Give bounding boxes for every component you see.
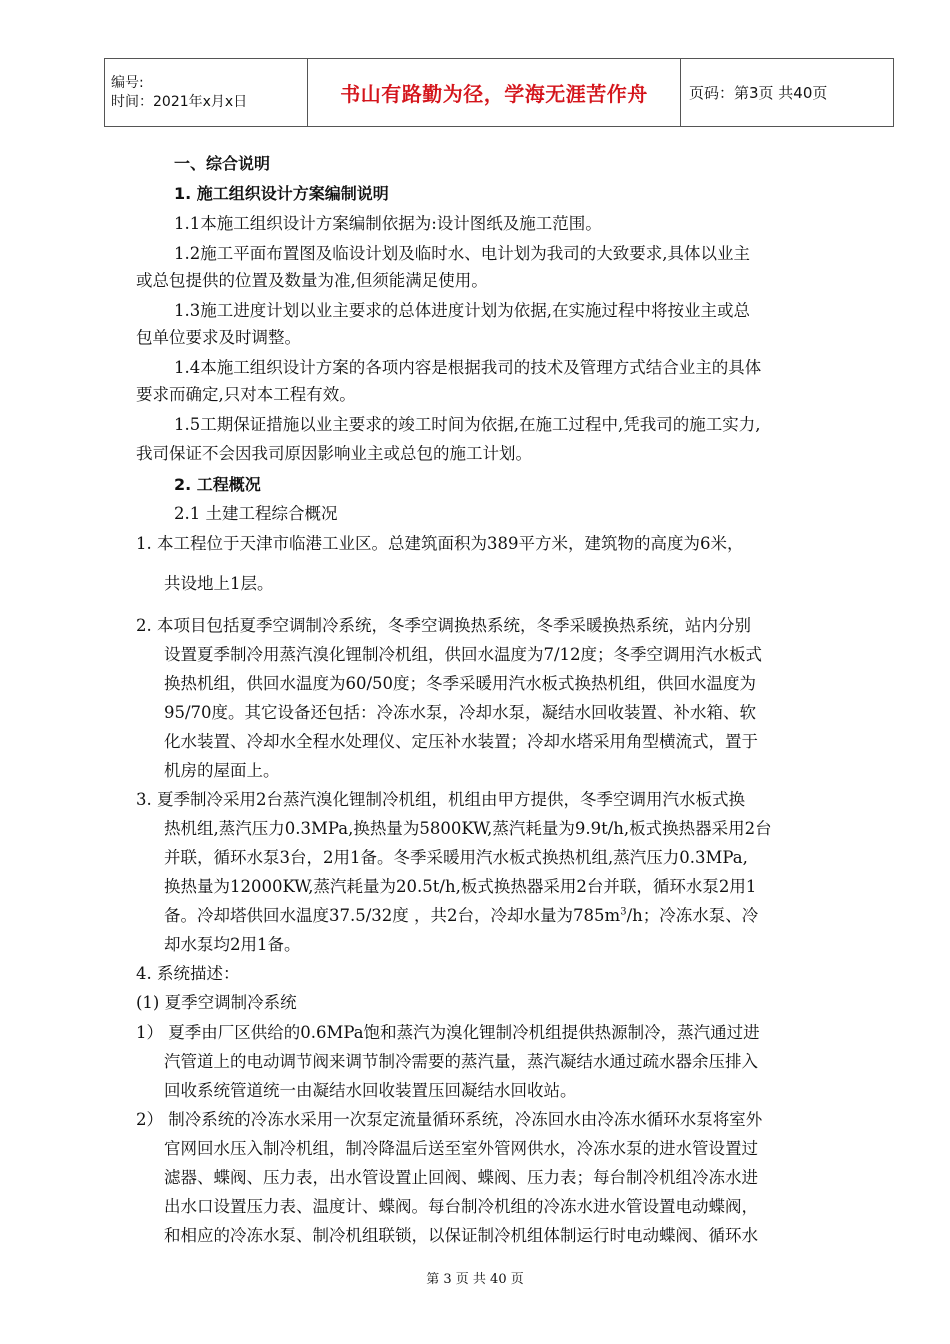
paragraph-line: 我司保证不会因我司原因影响业主或总包的施工计划。 (136, 444, 532, 463)
list-item-line: 1） 夏季由厂区供给的0.6MPa饱和蒸汽为溴化锂制冷机组提供热源制冷，蒸汽通过进 (136, 1023, 760, 1042)
subsection-heading: 1. 施工组织设计方案编制说明 (174, 184, 389, 203)
list-item-line (164, 905, 758, 927)
list-item-line: 并联，循环水泵3台，2用1备。冬季采暖用汽水板式换热机组,蒸汽压力0.3MPa, (164, 848, 748, 867)
list-item-line: 95/70度。其它设备还包括：冷冻水泵，冷却水泵，凝结水回收装置、补水箱、软 (164, 703, 757, 722)
paragraph-line: 1.2施工平面布置图及临设计划及临时水、电计划为我司的大致要求,具体以业主 (174, 244, 750, 263)
list-item-line: 热机组,蒸汽压力0.3MPa,换热量为5800KW,蒸汽耗量为9.9t/h,板式换热器采用2台 (164, 819, 772, 838)
list-item-line: 共设地上1层。 (164, 574, 274, 593)
list-item-line: 滤器、蝶阀、压力表，出水管设置止回阀、蝶阀、压力表；每台制冷机组冷冻水进 (164, 1168, 758, 1187)
subsection-heading: 2. 工程概况 (174, 475, 261, 494)
line-text-tail: /h；冷冻水泵、冷 (626, 906, 759, 925)
list-item-line: 换热量为12000KW,蒸汽耗量为20.5t/h,板式换热器采用2台并联，循环水泵2用1 (164, 877, 757, 896)
list-item-line: 和相应的冷冻水泵、制冷机组联锁，以保证制冷机组体制运行时电动蝶阀、循环水 (164, 1226, 758, 1245)
list-item-line: 2. 本项目包括夏季空调制冷系统，冬季空调换热系统，冬季采暖换热系统，站内分别 (136, 616, 751, 635)
header-info-cell (105, 59, 308, 127)
list-item-line: 回收系统管道统一由凝结水回收装置压回凝结水回收站。 (164, 1081, 577, 1100)
paragraph-line: 包单位要求及时调整。 (136, 328, 301, 347)
paragraph-line: 或总包提供的位置及数量为准,但须能满足使用。 (136, 271, 488, 290)
section-heading: 一、综合说明 (174, 154, 271, 173)
paragraph-line: 1.4本施工组织设计方案的各项内容是根据我司的技术及管理方式结合业主的具体 (174, 358, 762, 377)
list-item-line: 3. 夏季制冷采用2台蒸汽溴化锂制冷机组，机组由甲方提供，冬季空调用汽水板式换 (136, 790, 745, 809)
list-item-line: 4. 系统描述： (136, 964, 240, 983)
line-text: 备。冷却塔供回水温度37.5/32度 ，共2台，冷却水量为785m (164, 906, 621, 925)
list-item-line: 化水装置、冷却水全程水处理仪、定压补水装置；冷却水塔采用角型横流式，置于 (164, 732, 758, 751)
superscript: 3 (620, 906, 627, 918)
list-item-line: 1. 本工程位于天津市临港工业区。总建筑面积为389平方米，建筑物的高度为6米， (136, 534, 744, 553)
paragraph-line: 要求而确定,只对本工程有效。 (136, 385, 356, 404)
list-item-line: 却水泵均2用1备。 (164, 935, 301, 954)
list-item-line: 官网回水压入制冷机组，制冷降温后送至室外管网供水，冷冻水泵的进水管设置过 (164, 1139, 758, 1158)
motto: 书山有路勤为径，学海无涯苦作舟 (308, 59, 681, 127)
page-header (104, 58, 894, 127)
list-item-line: 换热机组，供回水温度为60/50度；冬季采暖用汽水板式换热机组，供回水温度为 (164, 674, 757, 693)
paragraph-line: 1.5工期保证措施以业主要求的竣工时间为依据,在施工过程中,凭我司的施工实力, (174, 415, 761, 434)
list-item-line: 设置夏季制冷用蒸汽溴化锂制冷机组，供回水温度为7/12度；冬季空调用汽水板式 (164, 645, 763, 664)
list-item-line: 汽管道上的电动调节阀来调节制冷需要的蒸汽量，蒸汽凝结水通过疏水器余压排入 (164, 1052, 758, 1071)
number-label: 编号: (111, 74, 144, 91)
paragraph-line: 2.1 土建工程综合概况 (174, 504, 338, 523)
subsection-label: (1) 夏季空调制冷系统 (136, 993, 297, 1012)
paragraph-line: 1.3施工进度计划以业主要求的总体进度计划为依据,在实施过程中将按业主或总 (174, 301, 750, 320)
list-item-line: 机房的屋面上。 (164, 761, 280, 780)
time-label: 时间：2021年x月x日 (111, 93, 248, 110)
paragraph-line: 1.1本施工组织设计方案编制依据为:设计图纸及施工范围。 (174, 214, 602, 233)
list-item-line: 2） 制冷系统的冷冻水采用一次泵定流量循环系统，冷冻回水由冷冻水循环水泵将室外 (136, 1110, 763, 1129)
page-footer: 第 3 页 共 40 页 (426, 1272, 524, 1287)
list-item-line: 出水口设置压力表、温度计、蝶阀。每台制冷机组的冷冻水进水管设置电动蝶阀， (164, 1197, 758, 1216)
page-label: 页码：第3页 共40页 (681, 59, 894, 127)
